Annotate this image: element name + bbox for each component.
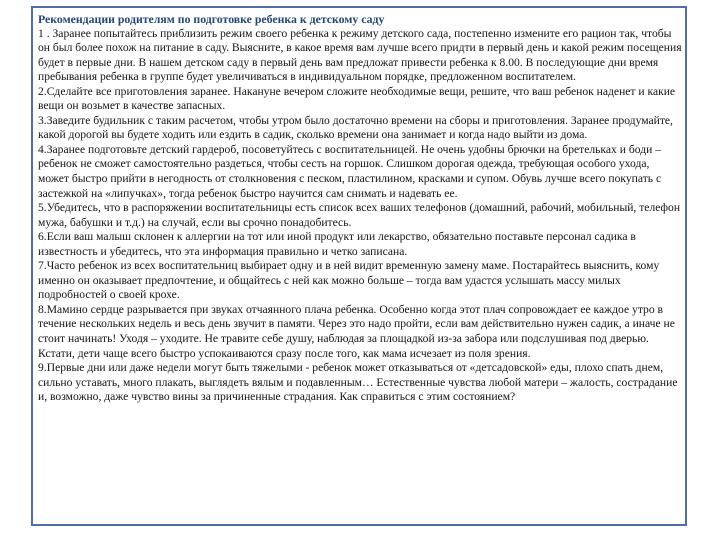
paragraph-5-phone-numbers: 5.Убедитесь, что в распоряжении воспитательницы есть список всех ваших телефонов (домашний, рабочий, мобильный, телефон мужа, бабушки и т.д.) на случай, если вы срочно понадобитесь. bbox=[38, 201, 681, 229]
document-title: Рекомендации родителям по подготовке ребенка к детскому саду bbox=[38, 12, 385, 26]
paragraph-3-alarm-clock: 3.Заведите будильник с таким расчетом, чтобы утром было достаточно времени на сборы и приготовления. Заранее продумайте, какой дорогой вы будете ходить или ездить в садик, сколько времени она занимает и когда надо выйти из дома. bbox=[38, 113, 673, 142]
recommendations-text-box bbox=[31, 6, 687, 526]
paragraph-1-routine: 1 . Заранее попытайтесь приблизить режим своего ребенка к режиму детского сада, постепенно измените его рацион так, чтобы он был более похож на питание в саду. Выясните, в какое время вам лучше всего придти в первый день и какой режим посещения будет в первые дни. В нашем детском саду в первый день вам предложат привести ребенка к 8.00. В последующие дни время пребывания ребенка в группе будет увеличиваться в индивидуальном порядке, предложенном воспитателем. bbox=[38, 26, 682, 84]
paragraph-7-favorite-teacher: 7.Часто ребенок из всех воспитательниц выбирает одну и в ней видит временную замену маме. Постарайтесь выяснить, кому именно он оказывает предпочтение, и общайтесь с ней как можно больше – тогда вам удастся услышать массу милых подробностей о своей крохе. bbox=[38, 259, 660, 302]
paragraph-9-first-days: 9.Первые дни или даже недели могут быть тяжелыми - ребенок может отказываться от «детсадовской» еды, плохо спать днем, сильно уставать, много плакать, выглядеть вялым и подавленным… Естественные чувства любой матери – жалость, сострадание и, возможно, даже чувство вины за причиненные страдания. Как справиться с этим состоянием? bbox=[38, 361, 678, 404]
paragraph-6-allergies: 6.Если ваш малыш склонен к аллергии на тот или иной продукт или лекарство, обязательно поставьте персонал садика в известность и убедитесь, что эта информация правильно и четко записана. bbox=[38, 230, 636, 258]
paragraph-2-preparations: 2.Сделайте все приготовления заранее. Накануне вечером сложите необходимые вещи, решите, что ваш ребенок наденет и какие вещи он возьмет в качестве запасных. bbox=[38, 84, 676, 113]
paragraph-8-crying: 8.Мамино сердце разрывается при звуках отчаянного плача ребенка. Особенно когда этот плач сопровождает ее каждое утро в течение нескольких недель и весь день звучит в памяти. Через это надо пройти, если вам действительно нужен садик, а иначе не стоит начинать! Уходя – уходите. Не травите себе душу, наблюдая за площадкой из-за забора или подслушивая под дверью. Кстати, дети чаще всего быстро успокаиваются сразу после того, как мама исчезает из поля зрения. bbox=[38, 302, 675, 360]
paragraph-4-wardrobe: 4.Заранее подготовьте детский гардероб, посоветуйтесь с воспитательницей. Не очень удобны брючки на бретельках и боди – ребенок не сможет самостоятельно раздеться, чтобы сесть на горшок. Слишком дорогая одежда, требующая особого ухода, может быстро прийти в негодность от столкновения с песком, пластилином, красками и супом. Обувь лучше всего покупать с застежкой на «липучках», тогда ребенок быстро научится сам снимать и надевать ее. bbox=[38, 142, 662, 200]
